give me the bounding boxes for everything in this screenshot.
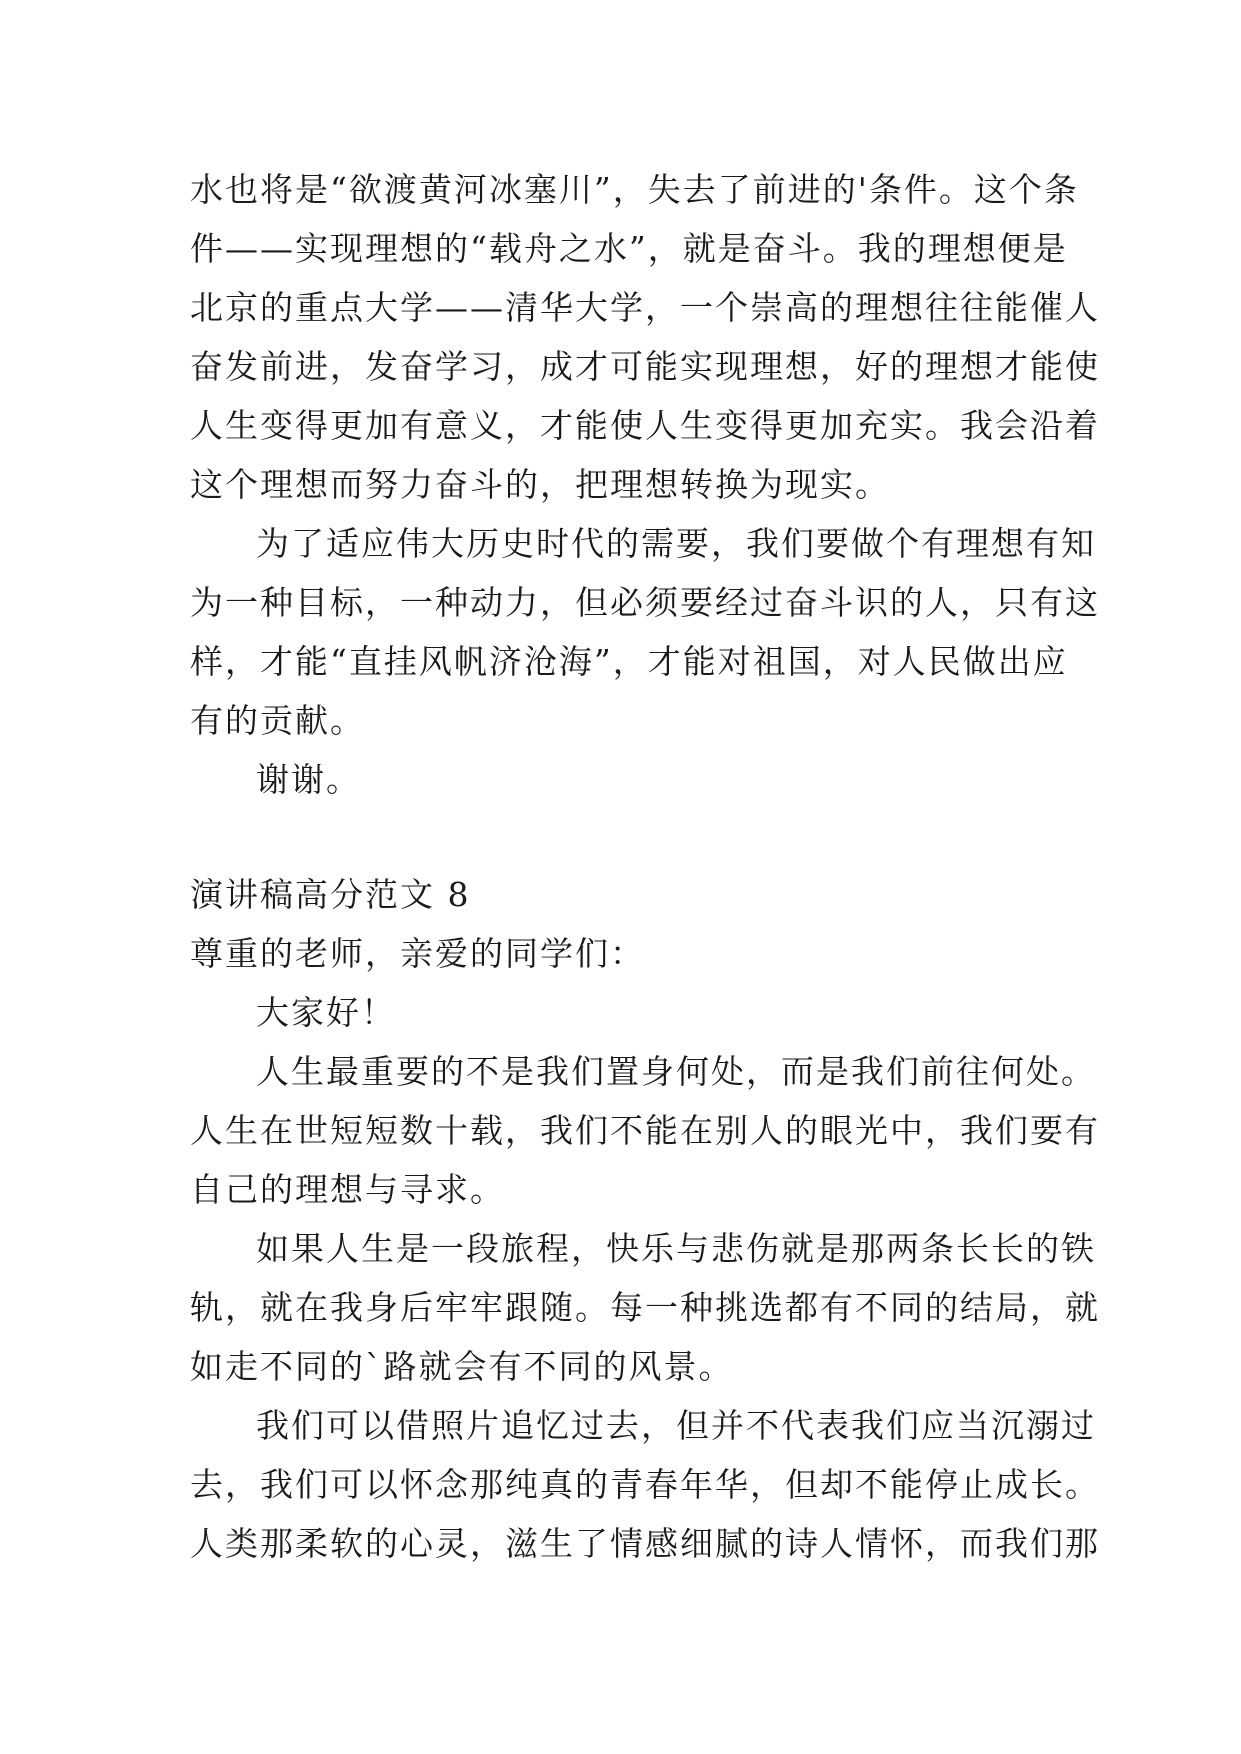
text-line: 轨，就在我身后牢牢跟随。每一种挑选都有不同的结局，就 xyxy=(190,1288,1100,1327)
text-line: 我们可以借照片追忆过去，但并不代表我们应当沉溺过 xyxy=(256,1406,1096,1445)
text-line: 这个理想而努力奋斗的，把理想转换为现实。 xyxy=(190,465,890,504)
text-line: 人类那柔软的心灵，滋生了情感细腻的诗人情怀，而我们那 xyxy=(190,1524,1100,1563)
text-line: 为了适应伟大历史时代的需要，我们要做个有理想有知 xyxy=(256,524,1096,563)
text-line: 人生变得更加有意义，才能使人生变得更加充实。我会沿着 xyxy=(190,406,1100,445)
paragraph-journey xyxy=(190,1219,1100,1396)
text-line: 奋发前进，发奋学习，成才可能实现理想，好的理想才能使 xyxy=(190,347,1100,386)
paragraph-life xyxy=(190,1042,1100,1219)
text-line: 人生在世短短数十载，我们不能在别人的眼光中，我们要有 xyxy=(190,1111,1100,1150)
paragraph-memory xyxy=(190,1396,1100,1573)
text-line: 自己的理想与寻求。 xyxy=(190,1170,505,1209)
text-line: 件——实现理想的“载舟之水”，就是奋斗。我的理想便是 xyxy=(190,229,1068,268)
text-line: 样，才能“直挂风帆济沧海”，才能对祖国，对人民做出应 xyxy=(190,642,1068,681)
text-line: 北京的重点大学——清华大学，一个崇高的理想往往能催人 xyxy=(190,288,1100,327)
text-line: 去，我们可以怀念那纯真的青春年华，但却不能停止成长。 xyxy=(190,1465,1100,1504)
text-line: 如走不同的`路就会有不同的风景。 xyxy=(190,1347,734,1386)
salutation-line: 尊重的老师，亲爱的同学们： xyxy=(190,934,645,973)
paragraph-ideal xyxy=(190,514,1100,750)
section-heading: 演讲稿高分范文 8 xyxy=(190,875,471,914)
thanks-line: 谢谢。 xyxy=(256,760,361,799)
text-line: 水也将是“欲渡黄河冰塞川”，失去了前进的'条件。这个条 xyxy=(190,170,1079,209)
greeting-line: 大家好！ xyxy=(256,993,396,1032)
text-line: 为一种目标，一种动力，但必须要经过奋斗识的人，只有这 xyxy=(190,583,1100,622)
paragraph-continued xyxy=(190,160,1100,514)
text-line: 人生最重要的不是我们置身何处，而是我们前往何处。 xyxy=(256,1052,1096,1091)
text-line: 有的贡献。 xyxy=(190,701,365,740)
text-line: 如果人生是一段旅程，快乐与悲伤就是那两条长长的铁 xyxy=(256,1229,1096,1268)
section-gap xyxy=(190,809,1050,865)
document-body xyxy=(190,160,1100,1573)
